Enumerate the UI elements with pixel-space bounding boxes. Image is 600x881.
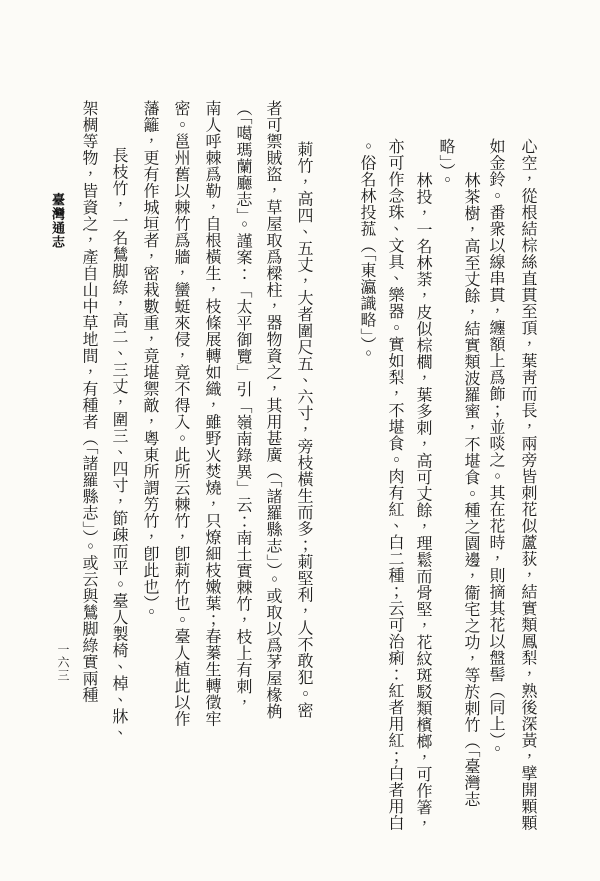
text-column-8: 莿竹，高四、五丈，大者圍尺五、六寸，旁枝橫生而多；莿堅利，人不敢犯。密 xyxy=(295,141,312,719)
text-column-13: 藩籬，更有作城垣者，密栽數重，竟堪禦敵，粵東所謂竻竹，卽此也）。 xyxy=(141,100,158,620)
text-column-12: 密。邕州舊以棘竹爲牆，蠻蜓來侵，竟不得入。此所云棘竹，卽莿竹也。臺人植此以作 xyxy=(172,100,189,727)
text-column-4: 略」）。 xyxy=(437,138,454,188)
text-column-3: 林茶樹，高至丈餘，結實類波羅蜜，不堪食。種之園邊，衞宅之功，等於刺竹（「臺灣志 xyxy=(462,172,479,808)
text-column-15: 架椆等物，皆資之，產自山中草地間，有種者（「諸羅縣志」）。或云與鷥脚綠實兩種 xyxy=(80,100,97,703)
text-column-1: 心空，從根結棕絲直貫至頂，葉靑而長，兩旁皆刺花似蘆荻，結實類鳳梨，熟後深黃，擘開顆顆 xyxy=(519,138,536,831)
text-column-14: 長枝竹，一名鷥脚綠，高二、三丈，圍三、四寸，節疎而平。臺人製椅、棹、牀、 xyxy=(110,147,127,741)
text-column-6: 亦可作念珠、文具、樂器。實如梨，不堪食。肉有紅、白二種；云可治痢：紅者用紅；白者用白 xyxy=(386,138,403,831)
text-column-2: 如金鈴。番衆以線串貫，纏額上爲飾；並啖之。其在花時，則摘其花以盤髻（同上）。 xyxy=(487,138,504,757)
running-head-book-title: 臺灣通志 xyxy=(50,193,65,249)
text-column-5: 林投，一名林荼，皮似棕櫚，葉多刺，高可丈餘，理鬆而骨堅，花紋斑駁類檳榔，可作箸， xyxy=(414,172,431,832)
text-column-7: 。俗名林投菰（「東瀛識略」）。 xyxy=(358,138,375,362)
text-column-10: （「噶瑪蘭廳志」。謹案：「太平御覽」引「嶺南錄異」云：南土實棘竹，枝上有刺， xyxy=(234,100,251,711)
text-column-9: 者可禦賊盜，草屋取爲樑柱，器物資之，其用甚廣（「諸羅縣志」）。或取以爲茅屋椽桷 xyxy=(264,100,281,720)
page-number: 一六三 xyxy=(56,643,70,682)
text-column-11: 南人呼棘爲勒，自根橫生，枝條展轉如織，雖野火焚燒，只燎細枝嫩葉；春蓁生轉徵牢 xyxy=(203,100,220,727)
